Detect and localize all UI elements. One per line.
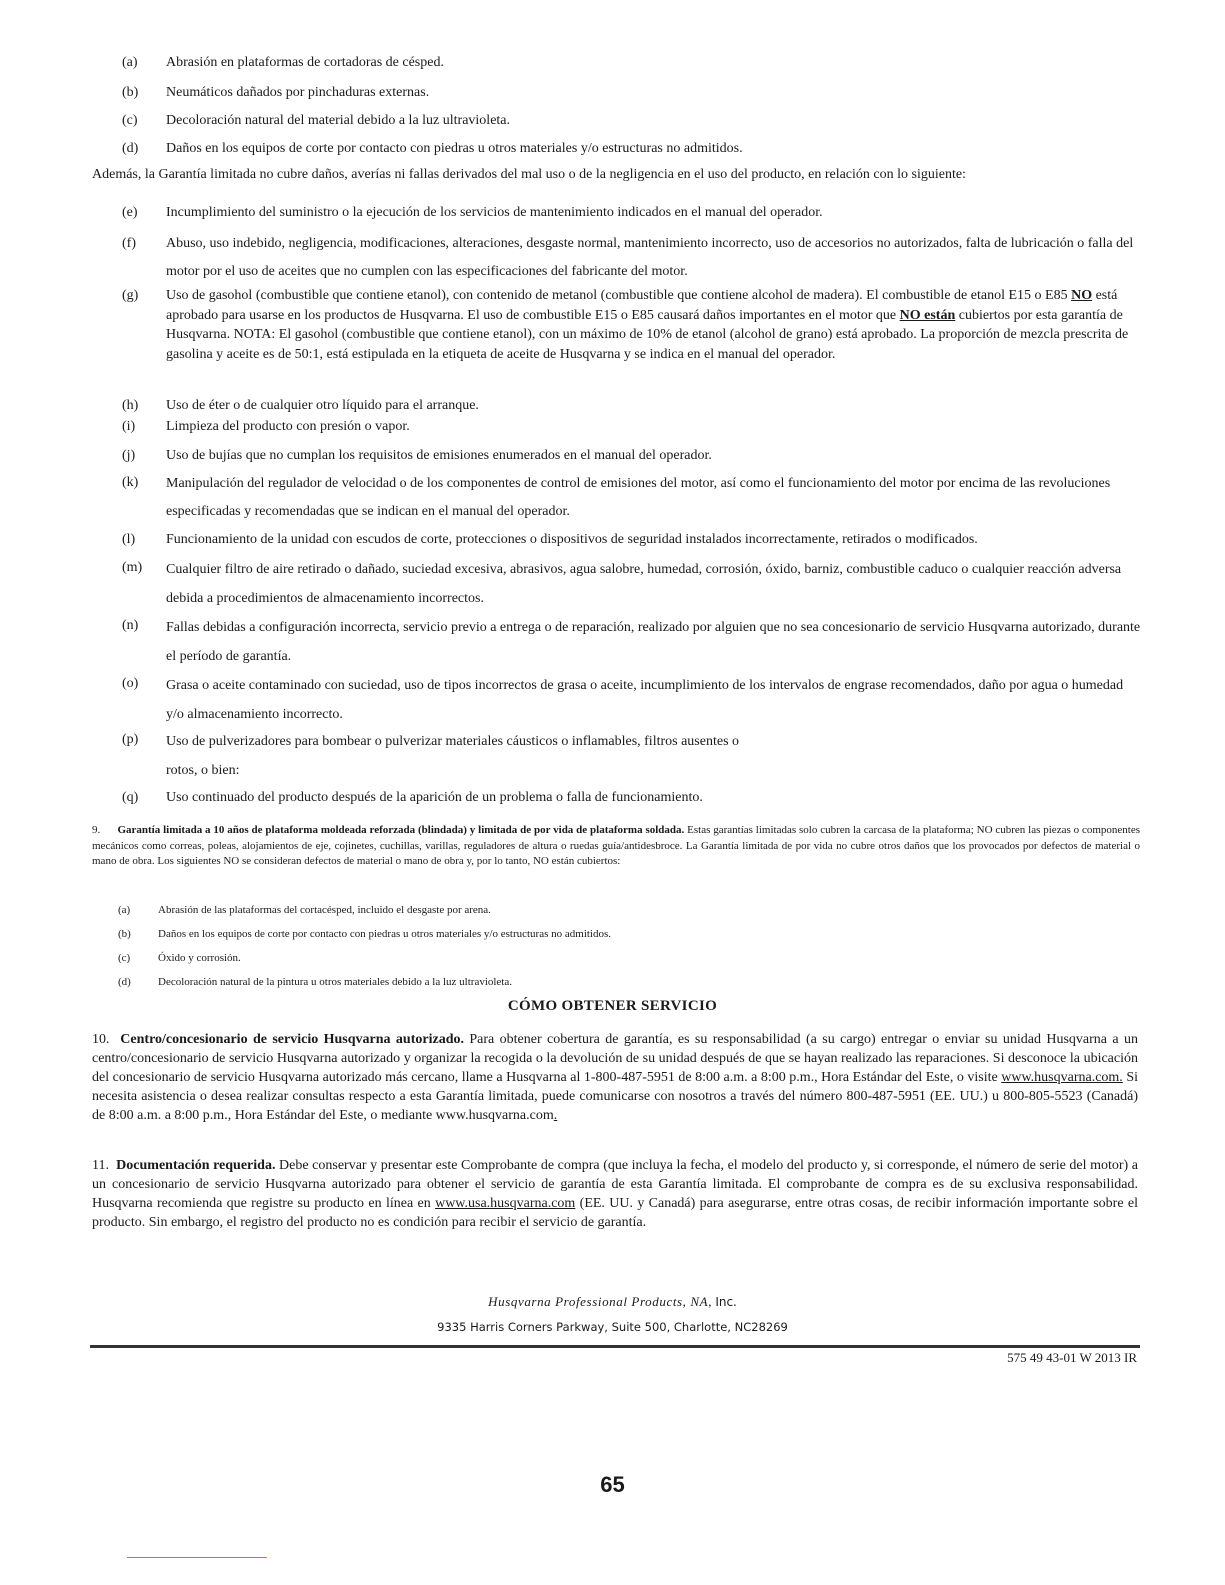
list-item-label: (k)	[122, 475, 139, 490]
list-item-label: (o)	[122, 676, 139, 691]
list-item-text: Abrasión en plataformas de cortadoras de césped.	[166, 55, 444, 70]
list-item-label: (p)	[122, 732, 139, 747]
list-item-label: (n)	[122, 618, 139, 633]
section-body: Estas garantías limitadas solo cubren la carcasa de la plataforma; NO cubren las piezas o componentes mecánicos como correas, poleas, alojamientos de eje, cojinetes, cuchillas, varillas, reguladores de altura o ruedas guía/antidesbroce. La Garantía limitada de por vida no cubre otros daños que los provocados por defectos de material o mano de obra. Los siguientes NO se consideran defectos de material o mano de obra y, por lo tanto, NO están cubiertos:	[92, 824, 1141, 867]
text-run: Uso de gasohol (combustible que contiene etanol), con contenido de metanol (combustible que contiene alcohol de madera). El combustible de etanol E15 o E85	[166, 288, 1072, 303]
list-item-label: (e)	[122, 205, 138, 220]
list-item-text: Abuso, uso indebido, negligencia, modificaciones, alteraciones, desgaste normal, mantenimiento incorrecto, uso de accesorios no autorizados, falta de lubricación o falla del motor por el uso de aceites que no cumplen con las especificaciones del fabricante del motor.	[166, 236, 1134, 279]
section-number: 9.	[92, 824, 101, 836]
document-number: 575 49 43-01 W 2013 IR	[1007, 1350, 1137, 1365]
company-suffix: Inc.	[715, 1295, 737, 1309]
list-item-text: Daños en los equipos de corte por contacto con piedras u otros materiales y/o estructuras no admitidos.	[166, 141, 743, 156]
list-item-text: Limpieza del producto con presión o vapor.	[166, 419, 410, 434]
list-item-label: (c)	[122, 113, 138, 128]
list-item-text: Manipulación del regulador de velocidad o de los componentes de control de emisiones del motor, así como el funcionamiento del motor por encima de las revoluciones especificadas y recomendadas que se indican en el manual del operador.	[166, 476, 1111, 519]
husqvarna-usa-link[interactable]: www.usa.husqvarna.com	[435, 1196, 576, 1211]
section-body: (EE. UU. y Canadá) para asegurarse, entre otras cosas, de recibir información importante sobre el producto. Sin embargo, el registro del producto no es condición para recibir el servicio de garantía.	[92, 1196, 1138, 1230]
company-name	[0, 1294, 1225, 1310]
list-item-text: Incumplimiento del suministro o la ejecución de los servicios de mantenimiento indicados en el manual del operador.	[166, 205, 823, 220]
emphasis-no: NO	[1071, 288, 1093, 303]
list-item-text: Abrasión de las plataformas del cortacésped, incluido el desgaste por arena.	[158, 904, 491, 916]
service-heading: CÓMO OBTENER SERVICIO	[507, 998, 718, 1014]
section-body: Para obtener cobertura de garantía, es su responsabilidad (a su cargo) entregar o enviar su unidad Husqvarna a un centro/concesionario de servicio Husqvarna autorizado y organizar la recogida o la devolución de su unidad después de que se hayan realizado las reparaciones. Si desconoce la ubicación del concesionario de servicio Husqvarna autorizado más cercano, llame a Husqvarna al 1-800-487-5951 de 8:00 a.m. a 8:00 p.m., Hora Estándar del Este, o visite	[92, 1032, 1139, 1085]
list-item-text: Grasa o aceite contaminado con suciedad, uso de tipos incorrectos de grasa o aceite, incumplimiento de los intervalos de engrase recomendados, daño por agua o humedad y/o almacenamiento incorrecto.	[166, 678, 1124, 722]
list-item-label: (m)	[122, 560, 143, 575]
list-item-text: Fallas debidas a configuración incorrecta, servicio previo a entrega o de reparación, realizado por alguien que no sea concesionario de servicio Husqvarna autorizado, durante el período de garantía.	[166, 620, 1141, 664]
text-run: está aprobado para usarse en los productos de Husqvarna. El uso de combustible E15 o E85 causará daños importantes en el motor que	[166, 288, 1118, 323]
list-item-label: (q)	[122, 790, 139, 805]
list-item-label: (c)	[118, 952, 131, 964]
list-item-label: (a)	[118, 904, 131, 916]
company-name-text: Husqvarna Professional Products, NA,	[488, 1294, 713, 1309]
list-item-label: (a)	[122, 55, 138, 70]
list-item-label: (b)	[118, 928, 131, 940]
list-item-label: (i)	[122, 419, 136, 434]
section-body: Si necesita asistencia o desea realizar consultas respecto a esta Garantía limitada, puede comunicarse con nosotros a través del número 800-487-5951 (EE. UU.) u 800-805-5523 (Canadá) de 8:00 a.m. a 8:00 p.m., Hora Estándar del Este, o mediante www.husqvarna.com	[92, 1070, 1138, 1123]
text-run: cubiertos por esta garantía de Husqvarna. NOTA: El gasohol (combustible que contiene etanol), con un máximo de 10% de etanol (alcohol de grano) está aprobado. La proporción de mezcla prescrita de gasolina y aceite es de 50:1, está estipulada en la etiqueta de aceite de Husqvarna y se indica en el manual del operador.	[166, 307, 1129, 362]
list-item-label: (h)	[122, 398, 139, 413]
list-item-text: Neumáticos dañados por pinchaduras externas.	[166, 85, 430, 100]
list-item-label: (d)	[118, 976, 131, 988]
husqvarna-link[interactable]: www.husqvarna.com.	[1001, 1070, 1123, 1085]
list-item-text: Uso de bujías que no cumplan los requisitos de emisiones enumerados en el manual del operador.	[166, 448, 712, 463]
section-10-paragraph	[92, 1030, 1138, 1125]
list-item-text: Decoloración natural del material debido a la luz ultravioleta.	[166, 113, 511, 128]
footer-line	[127, 1557, 267, 1558]
list-item-label: (g)	[122, 288, 139, 303]
list-item-text: Óxido y corrosión.	[158, 952, 241, 964]
section-heading: Documentación requerida.	[116, 1158, 276, 1173]
list-item-label: (l)	[122, 532, 136, 547]
list-item-label: (b)	[122, 85, 139, 100]
list-item-label: (d)	[122, 141, 139, 156]
section-heading: Garantía limitada a 10 años de plataforma moldeada reforzada (blindada) y limitada de por vida de plataforma soldada.	[117, 824, 685, 836]
section-heading: Centro/concesionario de servicio Husqvarna autorizado.	[120, 1032, 464, 1047]
company-address: 9335 Harris Corners Parkway, Suite 500, Charlotte, NC28269	[437, 1320, 788, 1334]
page-number: 65	[600, 1472, 625, 1497]
section-9-paragraph	[92, 823, 1140, 870]
list-item-text	[166, 727, 1142, 785]
section-number: 11.	[92, 1158, 109, 1173]
section-11-paragraph	[92, 1156, 1138, 1232]
section-body: Debe conservar y presentar este Comprobante de compra (que incluya la fecha, el modelo del producto y, si corresponde, el número de serie del motor) a un concesionario de servicio Husqvarna autorizado para obtener el servicio de garantía de esta Garantía limitada. El comprobante de compra es de su exclusiva responsabilidad. Husqvarna recomienda que registre su producto en línea en	[92, 1158, 1139, 1211]
list-item-text: Daños en los equipos de corte por contacto con piedras u otros materiales y/o estructuras no admitidos.	[158, 928, 612, 940]
list-item-text: Funcionamiento de la unidad con escudos de corte, protecciones o dispositivos de seguridad instalados incorrectamente, retirados o modificados.	[166, 532, 978, 547]
list-item-text: Uso de éter o de cualquier otro líquido para el arranque.	[166, 398, 479, 413]
intro-paragraph: Además, la Garantía limitada no cubre daños, averías ni fallas derivados del mal uso o de la negligencia en el uso del producto, en relación con lo siguiente:	[92, 167, 966, 182]
list-item-text: Uso continuado del producto después de la aparición de un problema o falla de funcionamiento.	[166, 790, 703, 805]
footer-divider	[90, 1345, 1140, 1348]
text-line: Uso de pulverizadores para bombear o pulverizar materiales cáusticos o inflamables, filtros ausentes o	[166, 734, 740, 749]
text-line: rotos, o bien:	[166, 763, 240, 778]
list-item-text: Cualquier filtro de aire retirado o dañado, suciedad excesiva, abrasivos, agua salobre, humedad, corrosión, óxido, barniz, combustible caduco o cualquier reacción adversa debida a procedimientos de almacenamiento incorrectos.	[166, 562, 1122, 606]
list-item-text	[166, 286, 1142, 364]
section-number: 10.	[92, 1032, 110, 1047]
list-item-label: (j)	[122, 448, 136, 463]
list-item-label: (f)	[122, 236, 136, 251]
section-tail: .	[553, 1108, 558, 1123]
list-item-text: Decoloración natural de la pintura u otros materiales debido a la luz ultravioleta.	[158, 976, 513, 988]
emphasis-no-estan: NO están	[899, 307, 956, 323]
